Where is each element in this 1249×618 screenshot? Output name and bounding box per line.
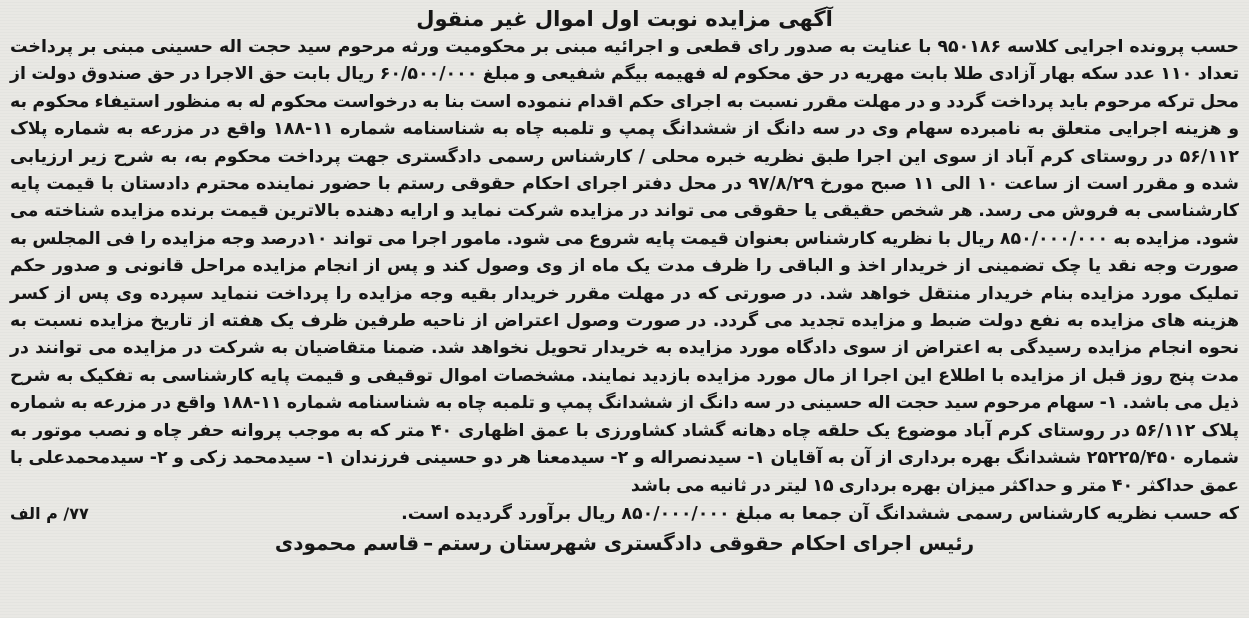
signature-name: قاسم محمودی	[274, 530, 420, 555]
notice-last-line-row	[10, 500, 1239, 528]
notice-signature	[10, 529, 1239, 557]
signature-title: رئیس اجرای احکام حقوقی دادگستری شهرستان رستم	[437, 530, 975, 555]
signature-separator: –	[423, 530, 434, 555]
notice-reference: ۷۷/ م الف	[10, 503, 89, 523]
notice-body: حسب پرونده اجرایی کلاسه ۹۵۰۱۸۶ با عنایت به صدور رای قطعی و اجرائیه مبنی بر محکومیت ورثه مرحوم سید حجت اله حسینی مبنی بر پرداخت تعداد ۱۱۰ عدد سکه بهار آزادی طلا بابت مهریه در حق محکوم له فهیمه بیگم شفیعی و مبلغ ۶۰/۵۰۰/۰۰۰ ریال بابت حق الاجرا در حق صندوق دولت از محل ترکه مرحوم باید پرداخت گردد و در مهلت مقرر نسبت به اجرای حکم اقدام ننموده است بنا به درخواست محکوم له به منظور استیفاء محکوم به و هزینه اجرایی متعلق به نامبرده سهام وی در سه دانگ از ششدانگ پمپ و تلمبه چاه به شناسنامه شماره ۱۱-۱۸۸ واقع در مزرعه به شماره پلاک ۵۶/۱۱۲ در روستای کرم آباد از سوی این اجرا طبق نظریه خبره محلی / کارشناس رسمی دادگستری جهت پرداخت محکوم به، به شرح زیر ارزیابی شده و مقرر است از ساعت ۱۰ الی ۱۱ صبح مورخ ۹۷/۸/۲۹ در محل دفتر اجرای احکام حقوقی رستم با حضور نماینده محترم دادستان با قیمت پایه کارشناسی به فروش می رسد. هر شخص حقیقی یا حقوقی می تواند در مزایده شرکت نماید و ارایه دهنده بالاترین قیمت برنده مزایده شناخته می شود. مزایده به ۸۵۰/۰۰۰/۰۰۰ ریال با نظریه کارشناس بعنوان قیمت پایه شروع می شود. مامور اجرا می تواند ۱۰درصد وجه مزایده را فی المجلس به صورت وجه نقد یا چک تضمینی از خریدار اخذ و الباقی را ظرف مدت یک ماه از وی وصول کند و پس از انجام مزایده مراحل قانونی و صدور حکم تملیک مورد مزایده بنام خریدار منتقل خواهد شد. در صورتی که در مهلت مقرر خریدار بقیه وجه مزایده را پرداخت ننماید سپرده وی پس از کسر هزینه های مزایده به نفع دولت ضبط و مزایده تجدید می گردد. در صورت وصول اعتراض از ناحیه طرفین ظرف یک هفته از تاریخ مزایده نسبت به نحوه انجام مزایده رسیدگی به اعتراض از سوی دادگاه مورد مزایده به خریدار تحویل نخواهد شد. ضمنا متقاضیان به شرکت در مزایده می توانند در مدت پنج روز قبل از مزایده با اطلاع این اجرا از مال مورد مزایده بازدید نمایند. مشخصات اموال توقیفی و قیمت پایه کارشناسی به تفکیک به شرح ذیل می باشد. ۱- سهام مرحوم سید حجت اله حسینی در سه دانگ از ششدانگ پمپ و تلمبه چاه به شناسنامه شماره ۱۱-۱۸۸ واقع در مزرعه به شماره پلاک ۵۶/۱۱۲ در روستای کرم آباد موضوع یک حلقه چاه دهانه گشاد کشاورزی با عمق اظهاری ۴۰ متر که به موجب پروانه حفر چاه و نصب موتور به شماره ۲۵۲۲۵/۴۵۰ ششدانگ بهره برداری از آن به آقایان ۱- سیدنصراله و ۲- سیدمعنا هر دو حسینی فرزندان ۱- سیدمحمد زکی و ۲- سیدمحمدعلی با عمق حداکثر ۴۰ متر و حداکثر میزان بهره برداری ۱۵ لیتر در ثانیه می باشد	[10, 37, 1240, 496]
notice-title: آگهی مزایده نوبت اول اموال غیر منقول	[416, 7, 833, 31]
notice-last-line: که حسب نظریه کارشناس رسمی ششدانگ آن جمعا به مبلغ ۸۵۰/۰۰۰/۰۰۰ ریال برآورد گردیده است.	[401, 503, 1239, 524]
